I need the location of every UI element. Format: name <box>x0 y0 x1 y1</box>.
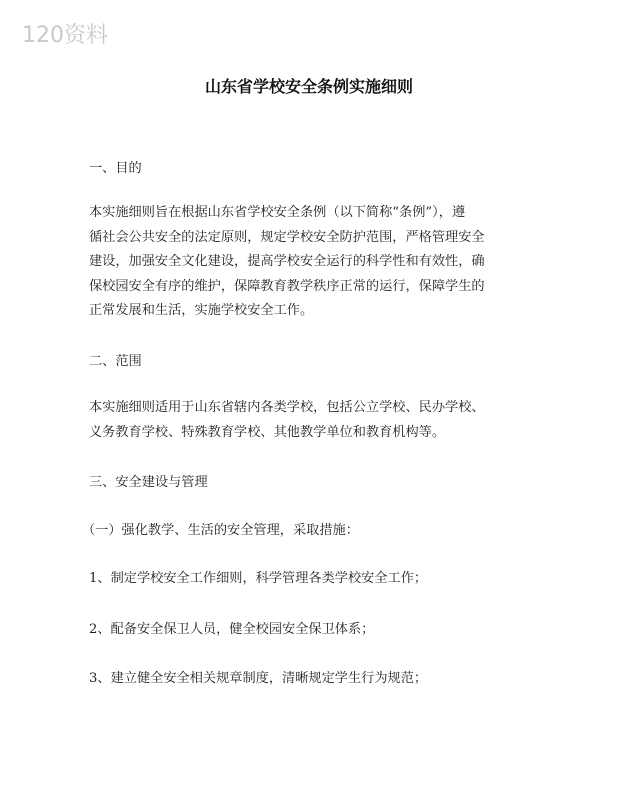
document-title: 山东省学校安全条例实施细则 <box>204 77 413 96</box>
paragraph-line: 建设，加强安全文化建设，提高学校安全运行的科学性和有效性，确 <box>89 254 485 269</box>
paragraph-line: 本实施细则适用于山东省辖内各类学校，包括公立学校、民办学校、 <box>89 400 485 415</box>
list-item: 2、配备安全保卫人员，健全校园安全保卫体系； <box>89 622 375 637</box>
list-item: 3、建立健全安全相关规章制度，清晰规定学生行为规范； <box>89 671 428 686</box>
section-heading-purpose: 一、目的 <box>89 161 142 176</box>
paragraph-line: 循社会公共安全的法定原则，规定学校安全防护范围，严格管理安全 <box>89 229 485 245</box>
section-paragraph-purpose <box>89 201 529 324</box>
paragraph-line: 正常发展和生活，实施学校安全工作。 <box>89 303 314 318</box>
section-paragraph-scope <box>89 396 529 445</box>
subsection-heading-teaching-safety: （一）强化教学、生活的安全管理，采取措施： <box>82 523 359 538</box>
paragraph-line: 保校园安全有序的维护，保障教育教学秩序正常的运行，保障学生的 <box>89 278 485 294</box>
section-heading-scope: 二、范围 <box>89 354 142 369</box>
list-item: 1、制定学校安全工作细则，科学管理各类学校安全工作； <box>89 571 428 586</box>
section-heading-safety-construction: 三、安全建设与管理 <box>89 475 208 490</box>
paragraph-line: 义务教育学校、特殊教育学校、其他教学单位和教育机构等。 <box>89 424 446 440</box>
watermark-logo: 120资料 <box>22 23 108 48</box>
paragraph-line: 本实施细则旨在根据山东省学校安全条例（以下简称“条例”），遵 <box>89 205 466 220</box>
